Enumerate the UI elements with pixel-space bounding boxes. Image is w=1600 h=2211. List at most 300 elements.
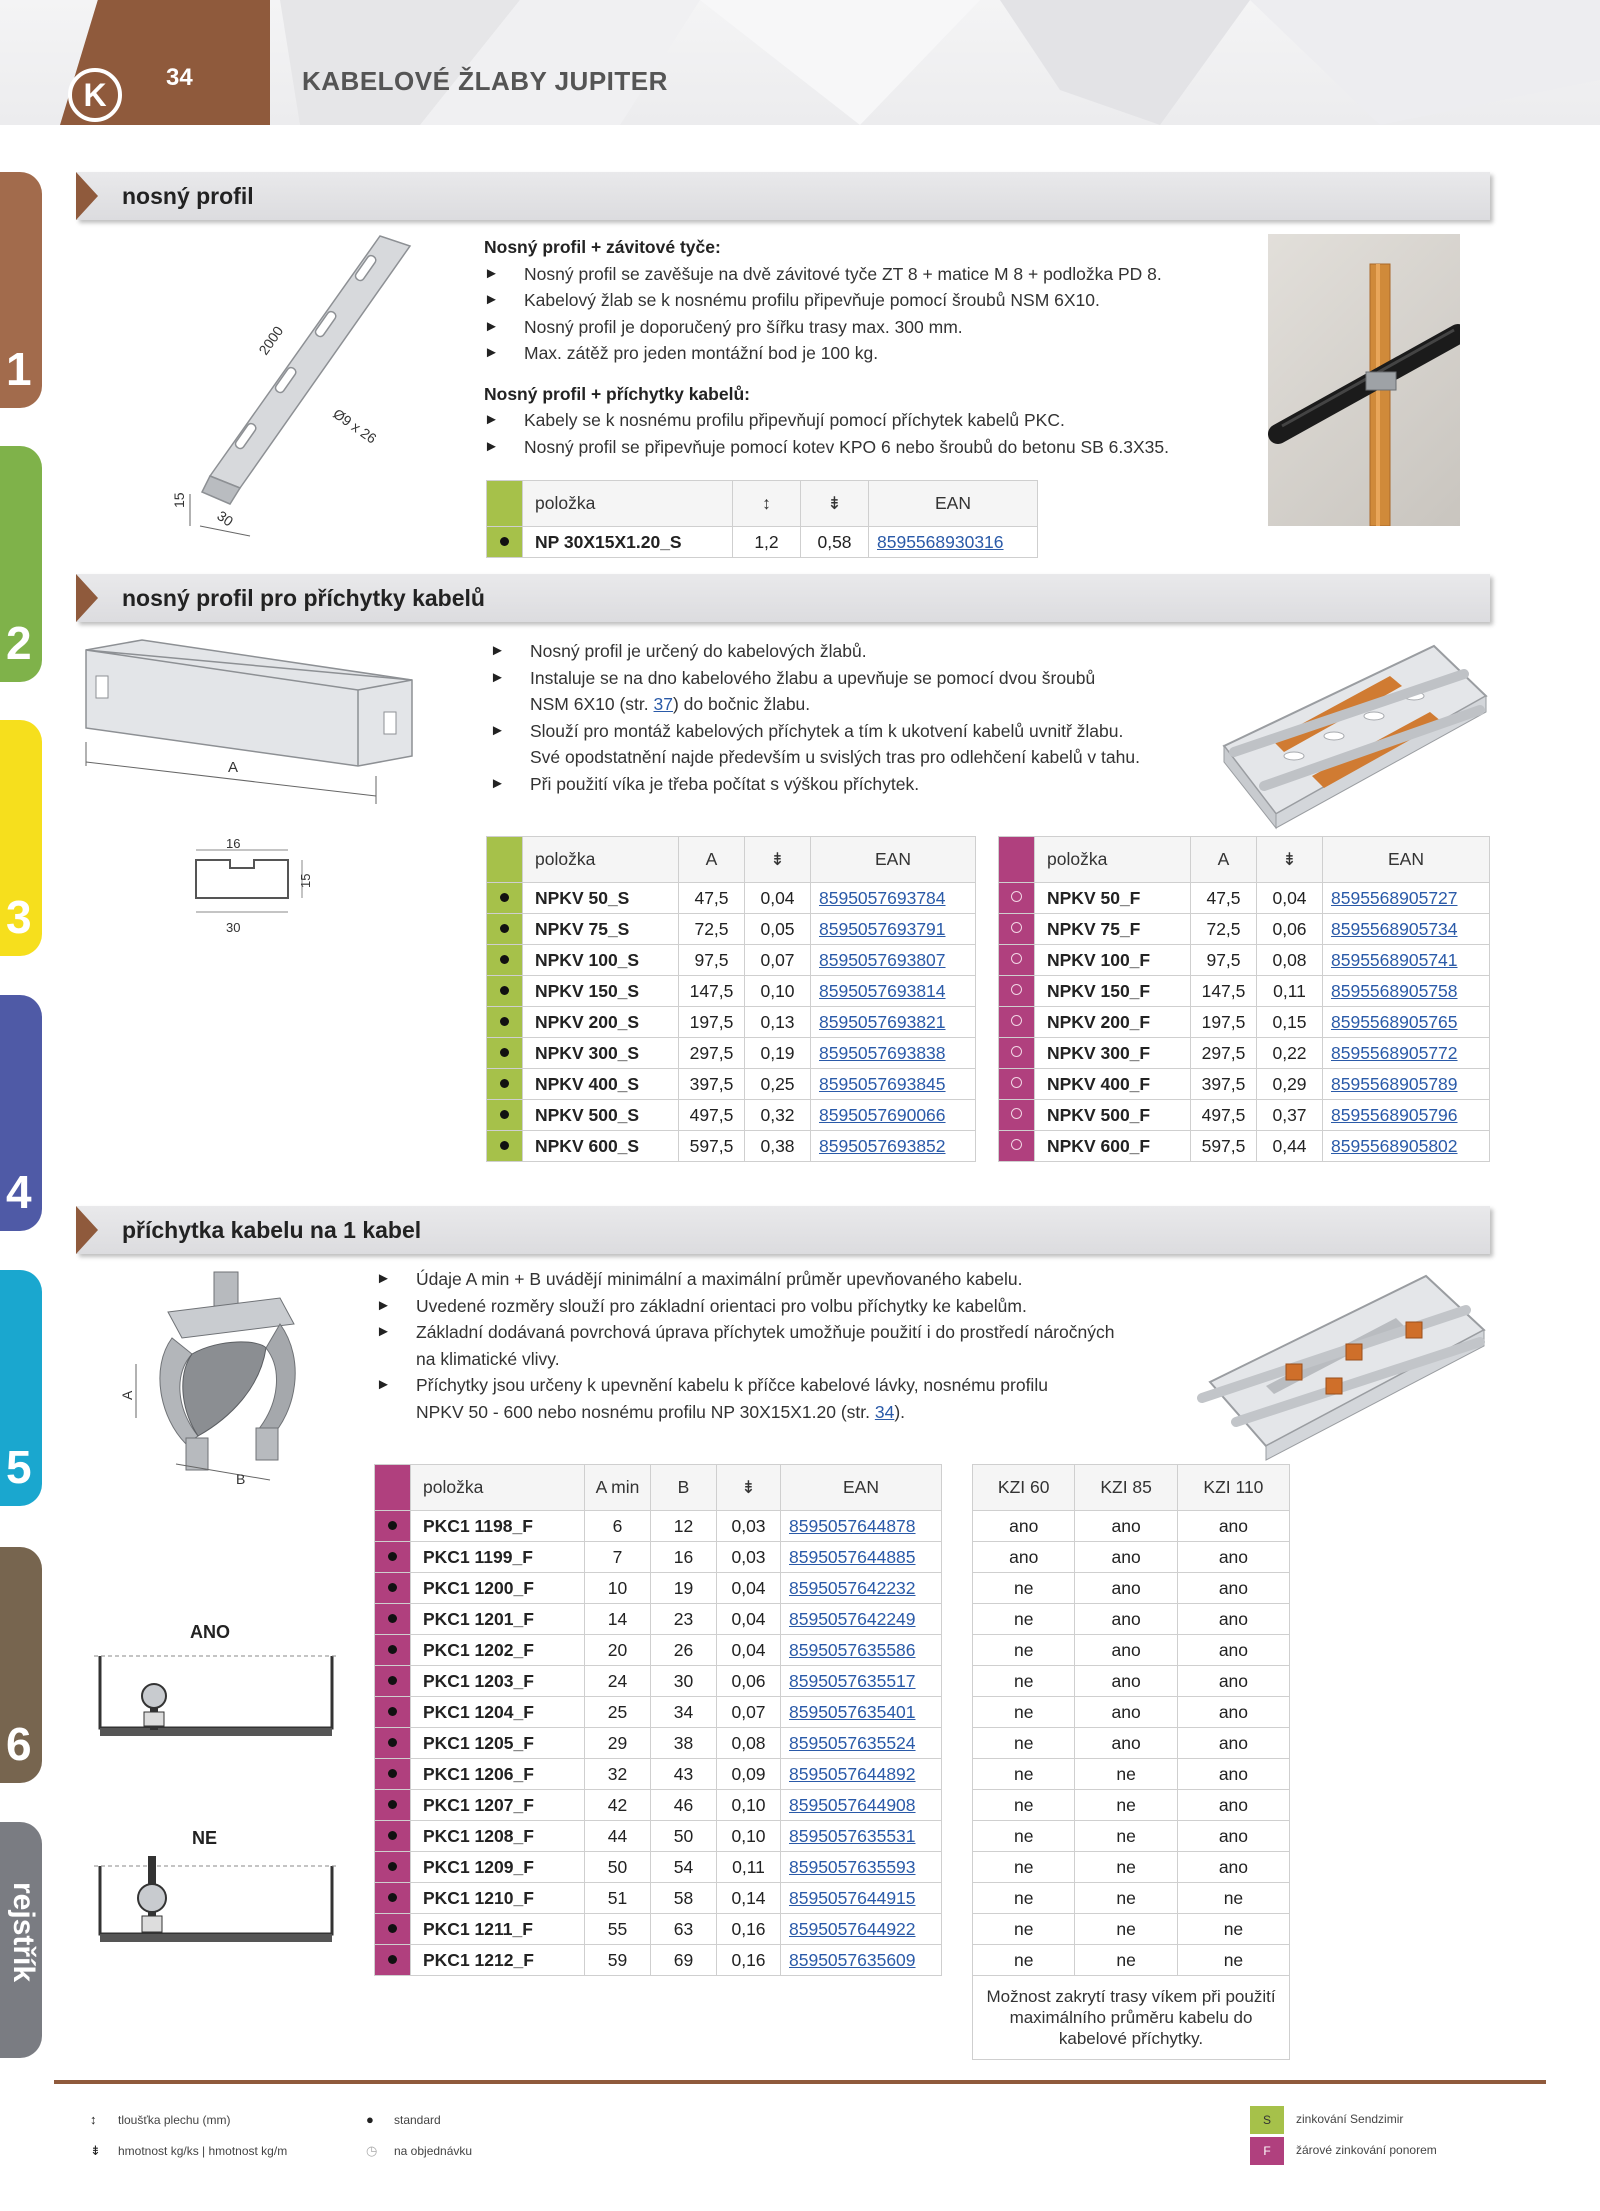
dim-a: 147,5 bbox=[1191, 976, 1257, 1007]
item-code: PKC1 1205_F bbox=[411, 1728, 585, 1759]
table-row bbox=[487, 1069, 976, 1100]
item-code: PKC1 1199_F bbox=[411, 1542, 585, 1573]
dot-icon bbox=[388, 1893, 397, 1902]
kzi-cell: ne bbox=[1075, 1914, 1177, 1945]
dim-a-min: 32 bbox=[585, 1759, 651, 1790]
ean-link[interactable]: 8595057642232 bbox=[781, 1573, 942, 1604]
clock-icon bbox=[1011, 1046, 1022, 1057]
table-row bbox=[487, 883, 976, 914]
table-row bbox=[973, 1852, 1290, 1883]
dim-a: 147,5 bbox=[679, 976, 745, 1007]
kzi-cell: ne bbox=[973, 1697, 1075, 1728]
standard-marker bbox=[375, 1542, 411, 1573]
table-row bbox=[973, 1542, 1290, 1573]
ean-link[interactable]: 8595568905758 bbox=[1323, 976, 1490, 1007]
kzi-cell: ano bbox=[1177, 1573, 1289, 1604]
dot-icon bbox=[500, 1017, 509, 1026]
dim-a: 72,5 bbox=[1191, 914, 1257, 945]
dot-icon bbox=[500, 924, 509, 933]
kzi-cell: ano bbox=[1177, 1697, 1289, 1728]
kzi-cell: ano bbox=[1177, 1666, 1289, 1697]
kzi-cell: ano bbox=[1177, 1728, 1289, 1759]
kzi-cell: ano bbox=[1177, 1511, 1289, 1542]
kzi-cell: ne bbox=[1075, 1883, 1177, 1914]
svg-text:15: 15 bbox=[171, 492, 187, 508]
svg-text:2000: 2000 bbox=[255, 323, 287, 358]
dim-a: 397,5 bbox=[679, 1069, 745, 1100]
bullet-item: ► Uvedené rozměry slouží pro základní orientaci pro volbu příchytky ke kabelům. bbox=[376, 1293, 1196, 1320]
kzi-cell: ano bbox=[1075, 1666, 1177, 1697]
kzi-cell: ne bbox=[1177, 1883, 1289, 1914]
dim-b: 50 bbox=[651, 1821, 717, 1852]
table-row bbox=[375, 1945, 942, 1976]
dim-a-min: 25 bbox=[585, 1697, 651, 1728]
weight: 0,16 bbox=[717, 1945, 781, 1976]
item-code: NPKV 75_F bbox=[1035, 914, 1191, 945]
item-code: NPKV 600_S bbox=[523, 1131, 679, 1162]
subheading-threaded-rods: Nosný profil + závitové tyče: bbox=[484, 237, 721, 257]
page-link[interactable]: 37 bbox=[653, 694, 673, 714]
kzi-cell: ne bbox=[973, 1728, 1075, 1759]
dim-b: 19 bbox=[651, 1573, 717, 1604]
bullet-item: ► Instaluje se na dno kabelového žlabu a upevňuje se pomocí dvou šroubů bbox=[490, 665, 1210, 692]
ean-link[interactable]: 8595057693791 bbox=[811, 914, 976, 945]
ean-link[interactable]: 8595568905796 bbox=[1323, 1100, 1490, 1131]
ean-link[interactable]: 8595057642249 bbox=[781, 1604, 942, 1635]
section-header-npkv: nosný profil pro příchytky kabelů bbox=[76, 574, 1490, 622]
table-row bbox=[973, 1697, 1290, 1728]
weight: 0,04 bbox=[1257, 883, 1323, 914]
wall-mount-photo bbox=[1268, 234, 1460, 526]
weight: 0,19 bbox=[745, 1038, 811, 1069]
dim-a-min: 24 bbox=[585, 1666, 651, 1697]
weight: 0,05 bbox=[745, 914, 811, 945]
standard-marker bbox=[487, 1069, 523, 1100]
npkv-section-drawing bbox=[188, 838, 318, 948]
kzi-cell: ano bbox=[1177, 1852, 1289, 1883]
table-row bbox=[487, 1131, 976, 1162]
standard-marker bbox=[375, 1635, 411, 1666]
dim-a: 597,5 bbox=[679, 1131, 745, 1162]
ean-link[interactable]: 8595568905789 bbox=[1323, 1069, 1490, 1100]
standard-marker bbox=[375, 1914, 411, 1945]
item-code: NPKV 200_S bbox=[523, 1007, 679, 1038]
dim-b: 38 bbox=[651, 1728, 717, 1759]
table-row bbox=[487, 1038, 976, 1069]
tray-assembly-photo-2 bbox=[1196, 1266, 1490, 1462]
ean-link[interactable]: 8595057693852 bbox=[811, 1131, 976, 1162]
weight: 0,06 bbox=[1257, 914, 1323, 945]
dot-icon bbox=[388, 1831, 397, 1840]
weight: 0,07 bbox=[745, 945, 811, 976]
ean-link[interactable]: 8595057644878 bbox=[781, 1511, 942, 1542]
dim-a: 97,5 bbox=[679, 945, 745, 976]
table-row bbox=[487, 976, 976, 1007]
dot-icon bbox=[388, 1955, 397, 1964]
table-row bbox=[375, 1604, 942, 1635]
side-tab-2[interactable]: 2 bbox=[0, 446, 42, 682]
ean-link[interactable]: 8595057693784 bbox=[811, 883, 976, 914]
kzi-cell: ne bbox=[1177, 1914, 1289, 1945]
dim-b: 23 bbox=[651, 1604, 717, 1635]
legend-weight: ⇟ hmotnost kg/ks | hmotnost kg/m bbox=[90, 2143, 288, 2158]
item-code: PKC1 1212_F bbox=[411, 1945, 585, 1976]
weight: 0,10 bbox=[717, 1821, 781, 1852]
weight: 0,07 bbox=[717, 1697, 781, 1728]
dim-a-min: 42 bbox=[585, 1790, 651, 1821]
clock-icon bbox=[1011, 984, 1022, 995]
dot-icon bbox=[388, 1552, 397, 1561]
standard-marker bbox=[375, 1883, 411, 1914]
bullet-item: ► Při použití víka je třeba počítat s výškou příchytek. bbox=[490, 771, 1210, 798]
dim-a-min: 7 bbox=[585, 1542, 651, 1573]
standard-marker bbox=[375, 1604, 411, 1635]
section-header-pkc: příchytka kabelu na 1 kabel bbox=[76, 1206, 1490, 1254]
weight: 0,16 bbox=[717, 1914, 781, 1945]
page-header bbox=[0, 0, 1600, 125]
bullet-continuation: na klimatické vlivy. bbox=[416, 1348, 560, 1369]
kzi-cell: ne bbox=[973, 1914, 1075, 1945]
bullet-item: ► Základní dodávaná povrchová úprava příchytek umožňuje použití i do prostředí náročných bbox=[376, 1319, 1196, 1346]
dot-icon bbox=[388, 1645, 397, 1654]
kzi-cell: ne bbox=[973, 1635, 1075, 1666]
profile-rail-drawing bbox=[160, 226, 430, 546]
ean-link[interactable]: 8595057635609 bbox=[781, 1945, 942, 1976]
table-row bbox=[375, 1883, 942, 1914]
ean-link[interactable]: 8595568905802 bbox=[1323, 1131, 1490, 1162]
kzi-cell: ne bbox=[1075, 1790, 1177, 1821]
weight: 0,29 bbox=[1257, 1069, 1323, 1100]
standard-marker bbox=[487, 1100, 523, 1131]
dim-b: 54 bbox=[651, 1852, 717, 1883]
kzi-cell: ano bbox=[973, 1542, 1075, 1573]
dim-b: 12 bbox=[651, 1511, 717, 1542]
kzi-cell: ne bbox=[973, 1759, 1075, 1790]
dim-b: 63 bbox=[651, 1914, 717, 1945]
finish-label-s: zinkování Sendzimir bbox=[1296, 2112, 1404, 2126]
side-tab-3[interactable]: 3 bbox=[0, 720, 42, 956]
table-row bbox=[375, 1511, 942, 1542]
dim-b: 58 bbox=[651, 1883, 717, 1914]
item-code: PKC1 1207_F bbox=[411, 1790, 585, 1821]
side-tab-4[interactable]: 4 bbox=[0, 995, 42, 1231]
item-code: PKC1 1209_F bbox=[411, 1852, 585, 1883]
table-row bbox=[375, 1697, 942, 1728]
table-row bbox=[487, 914, 976, 945]
table-row bbox=[999, 1100, 1490, 1131]
weight: 0,13 bbox=[745, 1007, 811, 1038]
section3-description bbox=[376, 1266, 1196, 1425]
kzi-cell: ano bbox=[973, 1511, 1075, 1542]
table-row bbox=[375, 1790, 942, 1821]
kzi-cell: ano bbox=[1075, 1697, 1177, 1728]
table-row bbox=[375, 1759, 942, 1790]
table-row: NP 30X15X1.20_S 1,2 0,58 8595568930316 bbox=[487, 527, 1038, 558]
side-tab-1[interactable]: 1 bbox=[0, 172, 42, 408]
dim-a: 397,5 bbox=[1191, 1069, 1257, 1100]
standard-marker bbox=[375, 1945, 411, 1976]
page-link[interactable]: 34 bbox=[874, 1401, 895, 1422]
item-code: NPKV 200_F bbox=[1035, 1007, 1191, 1038]
dim-a-min: 20 bbox=[585, 1635, 651, 1666]
ean-link[interactable]: 8595057644915 bbox=[781, 1883, 942, 1914]
item-code: PKC1 1211_F bbox=[411, 1914, 585, 1945]
bullet-continuation: NSM 6X10 (str. 37) do bočnic žlabu. bbox=[530, 694, 811, 714]
dot-icon bbox=[388, 1738, 397, 1747]
tray-assembly-photo-1 bbox=[1214, 636, 1490, 832]
weight: 0,15 bbox=[1257, 1007, 1323, 1038]
ean-link[interactable]: 8595057635531 bbox=[781, 1821, 942, 1852]
item-code: NPKV 400_S bbox=[523, 1069, 679, 1100]
dot-icon bbox=[500, 1079, 509, 1088]
weight: 0,11 bbox=[717, 1852, 781, 1883]
section1-description bbox=[484, 234, 1244, 460]
kzi-cell: ano bbox=[1075, 1728, 1177, 1759]
kzi-cell: ne bbox=[973, 1573, 1075, 1604]
dim-a: 597,5 bbox=[1191, 1131, 1257, 1162]
table-row bbox=[999, 1038, 1490, 1069]
bullet-item: ► Max. zátěž pro jeden montážní bod je 100 kg. bbox=[484, 340, 1244, 367]
dim-a: 497,5 bbox=[1191, 1100, 1257, 1131]
dim-b: 26 bbox=[651, 1635, 717, 1666]
side-tab-6[interactable]: 6 bbox=[0, 1547, 42, 1783]
bullet-item: ► Slouží pro montáž kabelových příchytek a tím k ukotvení kabelů uvnitř žlabu. bbox=[490, 718, 1210, 745]
bullet-item: ► Nosný profil se zavěšuje na dvě závitové tyče ZT 8 + matice M 8 + podložka PD 8. bbox=[484, 261, 1244, 288]
dot-icon bbox=[388, 1521, 397, 1530]
dot-icon bbox=[388, 1924, 397, 1933]
standard-marker bbox=[375, 1790, 411, 1821]
ean-link[interactable]: 8595057690066 bbox=[811, 1100, 976, 1131]
item-code: NPKV 300_S bbox=[523, 1038, 679, 1069]
standard-marker bbox=[487, 1038, 523, 1069]
weight: 0,03 bbox=[717, 1511, 781, 1542]
ean-link[interactable]: 8595568905772 bbox=[1323, 1038, 1490, 1069]
ean-link[interactable]: 8595057644908 bbox=[781, 1790, 942, 1821]
dot-icon bbox=[388, 1862, 397, 1871]
standard-marker bbox=[375, 1852, 411, 1883]
standard-marker bbox=[375, 1697, 411, 1728]
bullet-item: ► Nosný profil je doporučený pro šířku trasy max. 300 mm. bbox=[484, 314, 1244, 341]
svg-text:15: 15 bbox=[298, 873, 313, 888]
dim-b: 30 bbox=[651, 1666, 717, 1697]
ean-link[interactable]: 8595057693838 bbox=[811, 1038, 976, 1069]
table-row bbox=[973, 1821, 1290, 1852]
kzi-cell: ne bbox=[1177, 1945, 1289, 1976]
kzi-cell: ano bbox=[1075, 1573, 1177, 1604]
dim-a: 72,5 bbox=[679, 914, 745, 945]
weight-icon: ⇟ bbox=[90, 2143, 101, 2158]
section-header-nosny-profil: nosný profil bbox=[76, 172, 1490, 220]
ean-link[interactable]: 8595568930316 bbox=[869, 527, 1038, 558]
order-marker bbox=[999, 1038, 1035, 1069]
finish-code-s: S bbox=[1250, 2106, 1284, 2134]
standard-marker bbox=[487, 1131, 523, 1162]
dim-a: 197,5 bbox=[1191, 1007, 1257, 1038]
ean-link[interactable]: 8595057635517 bbox=[781, 1666, 942, 1697]
item-code: PKC1 1201_F bbox=[411, 1604, 585, 1635]
kzi-cell: ne bbox=[1075, 1852, 1177, 1883]
item-code: PKC1 1200_F bbox=[411, 1573, 585, 1604]
table-row bbox=[973, 1511, 1290, 1542]
kzi-note: Možnost zakrytí trasy víkem při použití maximálního průměru kabelu do kabelové příchytky. bbox=[973, 1976, 1290, 2060]
weight: 0,10 bbox=[745, 976, 811, 1007]
table-row bbox=[375, 1821, 942, 1852]
table-row bbox=[999, 1069, 1490, 1100]
ean-link[interactable]: 8595057635401 bbox=[781, 1697, 942, 1728]
kzi-cell: ne bbox=[973, 1883, 1075, 1914]
item-code: NPKV 50_S bbox=[523, 883, 679, 914]
dim-b: 43 bbox=[651, 1759, 717, 1790]
clock-icon bbox=[1011, 922, 1022, 933]
finish-label-f: žárové zinkování ponorem bbox=[1296, 2143, 1437, 2157]
weight: 0,04 bbox=[717, 1573, 781, 1604]
side-tab-index[interactable]: rejstřík bbox=[0, 1822, 42, 2058]
weight: 0,04 bbox=[717, 1604, 781, 1635]
order-marker bbox=[999, 1131, 1035, 1162]
dot-icon bbox=[388, 1769, 397, 1778]
ean-link[interactable]: 8595568905741 bbox=[1323, 945, 1490, 976]
dim-a: 47,5 bbox=[679, 883, 745, 914]
table-row bbox=[487, 945, 976, 976]
ean-link[interactable]: 8595057635586 bbox=[781, 1635, 942, 1666]
dim-a: 97,5 bbox=[1191, 945, 1257, 976]
ean-link[interactable]: 8595057644892 bbox=[781, 1759, 942, 1790]
dim-b: 46 bbox=[651, 1790, 717, 1821]
item-code: NPKV 500_S bbox=[523, 1100, 679, 1131]
item-code: NPKV 400_F bbox=[1035, 1069, 1191, 1100]
table-row bbox=[973, 1759, 1290, 1790]
standard-marker bbox=[375, 1666, 411, 1697]
kzi-cell: ano bbox=[1177, 1759, 1289, 1790]
table-row bbox=[375, 1914, 942, 1945]
table-row bbox=[973, 1883, 1290, 1914]
standard-marker bbox=[375, 1821, 411, 1852]
kzi-cell: ne bbox=[973, 1852, 1075, 1883]
standard-marker bbox=[487, 976, 523, 1007]
table-row bbox=[999, 1131, 1490, 1162]
standard-marker bbox=[487, 945, 523, 976]
dim-b: 34 bbox=[651, 1697, 717, 1728]
table-row bbox=[999, 914, 1490, 945]
dim-b: 16 bbox=[651, 1542, 717, 1573]
standard-marker bbox=[375, 1728, 411, 1759]
table-row bbox=[375, 1573, 942, 1604]
table-row bbox=[973, 1914, 1290, 1945]
dim-a: 297,5 bbox=[679, 1038, 745, 1069]
item-code: PKC1 1208_F bbox=[411, 1821, 585, 1852]
table-row bbox=[999, 976, 1490, 1007]
kzi-cell: ne bbox=[1075, 1821, 1177, 1852]
dim-a: 47,5 bbox=[1191, 883, 1257, 914]
ean-link[interactable]: 8595057644922 bbox=[781, 1914, 942, 1945]
weight: 0,25 bbox=[745, 1069, 811, 1100]
svg-text:16: 16 bbox=[226, 838, 241, 851]
svg-text:30: 30 bbox=[226, 920, 241, 935]
ean-link[interactable]: 8595057635524 bbox=[781, 1728, 942, 1759]
page-title: KABELOVÉ ŽLABY JUPITER bbox=[302, 66, 668, 96]
weight: 0,10 bbox=[717, 1790, 781, 1821]
bullet-item: ► Nosný profil je určený do kabelových žlabů. bbox=[490, 638, 1210, 665]
ean-link[interactable]: 8595057693821 bbox=[811, 1007, 976, 1038]
ean-link[interactable]: 8595057644885 bbox=[781, 1542, 942, 1573]
table-row bbox=[999, 1007, 1490, 1038]
section2-description bbox=[490, 638, 1210, 797]
legend-thickness: ↕ tloušťka plechu (mm) bbox=[90, 2112, 231, 2127]
dot-icon bbox=[500, 893, 509, 902]
kzi-cell: ano bbox=[1075, 1635, 1177, 1666]
weight: 0,08 bbox=[717, 1728, 781, 1759]
bullet-item: ► Kabelový žlab se k nosnému profilu připevňuje pomocí šroubů NSM 6X10. bbox=[484, 287, 1244, 314]
clock-icon bbox=[1011, 891, 1022, 902]
item-code: NPKV 100_S bbox=[523, 945, 679, 976]
table-row bbox=[375, 1542, 942, 1573]
dot-icon bbox=[500, 986, 509, 995]
ean-link[interactable]: 8595057693845 bbox=[811, 1069, 976, 1100]
dim-a-min: 10 bbox=[585, 1573, 651, 1604]
dim-a: 297,5 bbox=[1191, 1038, 1257, 1069]
ean-link[interactable]: 8595057635593 bbox=[781, 1852, 942, 1883]
dim-a: 497,5 bbox=[679, 1100, 745, 1131]
standard-marker bbox=[487, 914, 523, 945]
kzi-cell: ano bbox=[1177, 1604, 1289, 1635]
dim-a-min: 44 bbox=[585, 1821, 651, 1852]
standard-marker bbox=[375, 1759, 411, 1790]
weight: 0,11 bbox=[1257, 976, 1323, 1007]
thickness-icon: ↕ bbox=[90, 2112, 97, 2127]
clock-icon bbox=[1011, 1108, 1022, 1119]
dot-icon bbox=[388, 1583, 397, 1592]
dot-icon bbox=[500, 955, 509, 964]
table-row bbox=[973, 1666, 1290, 1697]
page-number: 34 bbox=[166, 64, 193, 91]
weight: 0,09 bbox=[717, 1759, 781, 1790]
ean-link[interactable]: 8595568905765 bbox=[1323, 1007, 1490, 1038]
svg-text:Ø9 x 26: Ø9 x 26 bbox=[330, 405, 380, 447]
cable-clamp-drawing bbox=[110, 1268, 310, 1488]
order-marker bbox=[999, 945, 1035, 976]
table-row bbox=[973, 1945, 1290, 1976]
ean-link[interactable]: 8595568905727 bbox=[1323, 883, 1490, 914]
weight: 0,06 bbox=[717, 1666, 781, 1697]
npkv-f-table: položka A ⇟ EAN NPKV 50_F 47,5 0,04 8595568905727 NPKV 75_F 72,5 0,06 8595568905734 NPKV 100_F 97,5 0,08 8595568905741 NPKV 150_F 147,5 0,11 8595568905758 NPKV 200_F 197,5 0,15 8595568905765 NPKV 300_F 297,5 0,22 8595568905772 NPKV 400_F 397,5 0,29 8595568905789 NPKV 500_F 497,5 0,37 8595568905796 NPKV 600_F 597,5 0,44 8595568905802 bbox=[998, 836, 1490, 1162]
subheading-cable-clamps: Nosný profil + příchytky kabelů: bbox=[484, 383, 750, 404]
bullet-item: ► Údaje A min + B uvádějí minimální a maximální průměr upevňovaného kabelu. bbox=[376, 1266, 1196, 1293]
kzi-cell: ne bbox=[1075, 1759, 1177, 1790]
kzi-compatibility-table: KZI 60 KZI 85 KZI 110 ano ano ano ano ano ano ne ano ano ne ano ano ne ano ano ne ano ano ne ano ano ne ano ano ne ne ano ne ne ano ne ne ano ne ne ano ne ne ne ne ne ne ne ne ne Možnost zakrytí trasy víkem při použití maximálního průměru kabelu do kabelové příchytky. bbox=[972, 1464, 1290, 2060]
side-tab-5[interactable]: 5 bbox=[0, 1270, 42, 1506]
item-code: NPKV 600_F bbox=[1035, 1131, 1191, 1162]
item-code: PKC1 1204_F bbox=[411, 1697, 585, 1728]
item-code: NPKV 300_F bbox=[1035, 1038, 1191, 1069]
standard-marker bbox=[487, 1007, 523, 1038]
kzi-cell: ne bbox=[973, 1945, 1075, 1976]
table-row bbox=[375, 1852, 942, 1883]
item-code: NPKV 50_F bbox=[1035, 883, 1191, 914]
weight: 0,04 bbox=[745, 883, 811, 914]
ean-link[interactable]: 8595057693807 bbox=[811, 945, 976, 976]
weight: 0,03 bbox=[717, 1542, 781, 1573]
table-row bbox=[973, 1604, 1290, 1635]
np-profile-table: položka ↕ ⇟ EAN NP 30X15X1.20_S 1,2 0,58 8595568930316 bbox=[486, 480, 1038, 558]
bullet-item: ► Nosný profil se připevňuje pomocí kotev KPO 6 nebo šroubů do betonu SB 6.3X35. bbox=[484, 434, 1244, 461]
ean-link[interactable]: 8595568905734 bbox=[1323, 914, 1490, 945]
ean-link[interactable]: 8595057693814 bbox=[811, 976, 976, 1007]
table-row bbox=[999, 945, 1490, 976]
order-marker bbox=[999, 883, 1035, 914]
item-code: PKC1 1198_F bbox=[411, 1511, 585, 1542]
dot-icon bbox=[500, 1141, 509, 1150]
legend-standard: ● standard bbox=[366, 2112, 441, 2127]
